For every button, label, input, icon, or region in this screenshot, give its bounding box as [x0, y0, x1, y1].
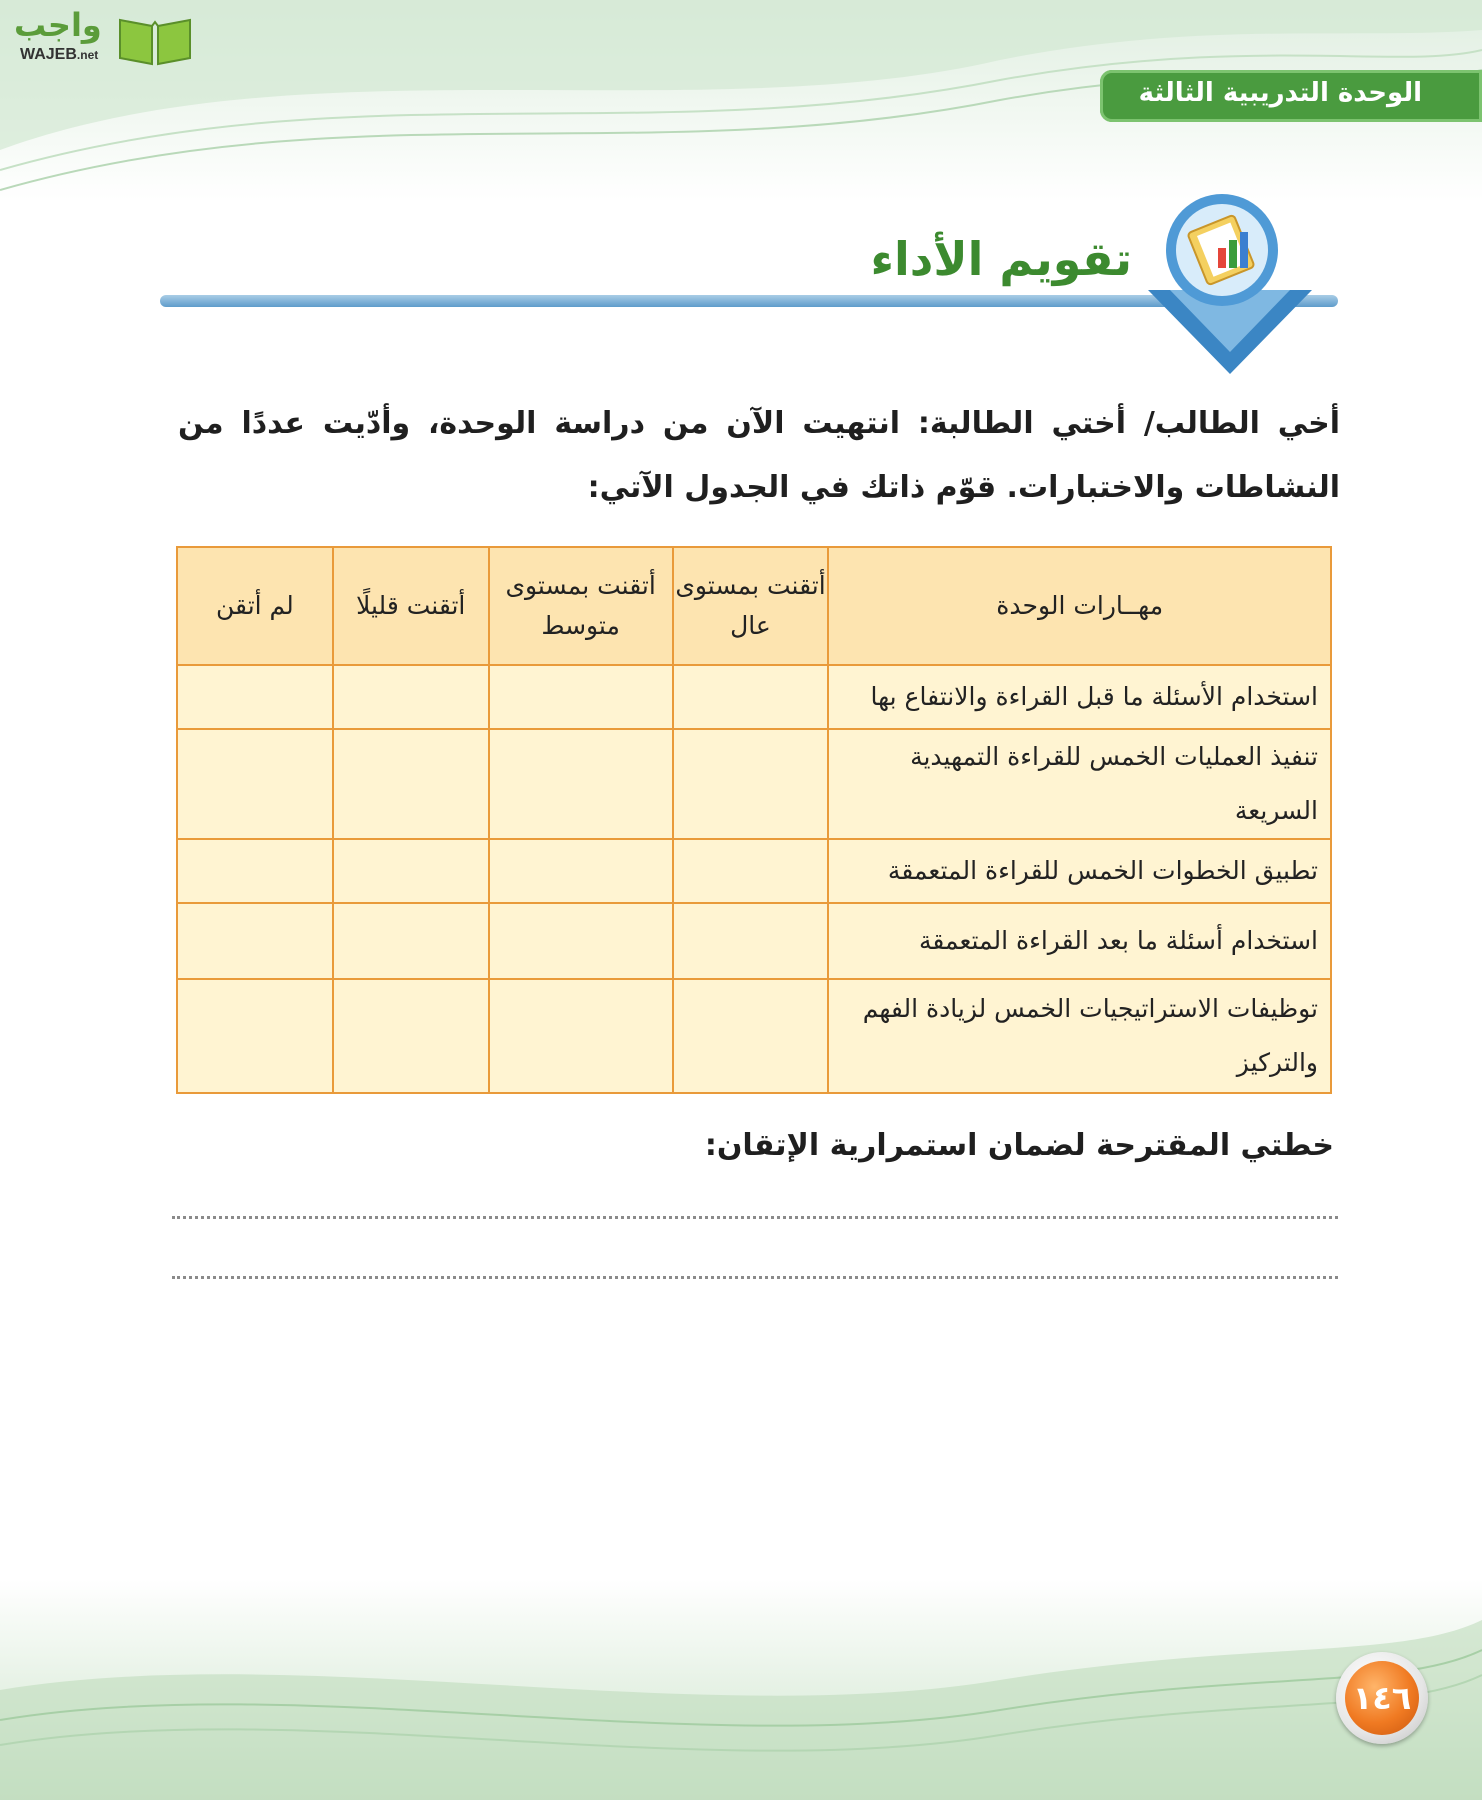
- answer-line-1[interactable]: [172, 1216, 1338, 1219]
- header-skills: مهــارات الوحدة: [828, 547, 1331, 665]
- logo-latin: WAJEB.net: [20, 46, 99, 63]
- rating-cell-none[interactable]: [177, 729, 333, 839]
- rating-cell-little[interactable]: [333, 903, 489, 979]
- rating-cell-medium[interactable]: [489, 839, 673, 903]
- skill-cell: تنفيذ العمليات الخمس للقراءة التمهيدية السريعة: [828, 729, 1331, 839]
- table-row: [177, 903, 1331, 979]
- unit-title: الوحدة التدريبية الثالثة: [1138, 78, 1422, 108]
- unit-banner: [1100, 70, 1482, 122]
- rating-cell-high[interactable]: [673, 979, 829, 1093]
- rating-cell-little[interactable]: [333, 665, 489, 729]
- skill-cell: استخدام أسئلة ما بعد القراءة المتعمقة: [828, 903, 1331, 979]
- rating-cell-none[interactable]: [177, 665, 333, 729]
- header-mastered-high: أتقنت بمستوى عال: [673, 547, 829, 665]
- rating-cell-little[interactable]: [333, 839, 489, 903]
- clipboard-chart-icon: [1140, 192, 1320, 378]
- skill-cell: استخدام الأسئلة ما قبل القراءة والانتفاع بها: [828, 665, 1331, 729]
- wajeb-logo: [10, 6, 190, 66]
- intro-paragraph: أخي الطالب/ أختي الطالبة: انتهيت الآن من دراسة الوحدة، وأدّيت عددًا من النشاطات والاختبارات. قوّم ذاتك في الجدول الآتي:: [178, 406, 1340, 505]
- rating-cell-high[interactable]: [673, 839, 829, 903]
- plan-title: خطتي المقترحة لضمان استمرارية الإتقان:: [704, 1128, 1334, 1163]
- header-mastered-little: أتقنت قليلًا: [333, 547, 489, 665]
- rating-cell-high[interactable]: [673, 903, 829, 979]
- table-header-row: [177, 547, 1331, 665]
- rating-cell-little[interactable]: [333, 729, 489, 839]
- rating-cell-medium[interactable]: [489, 665, 673, 729]
- header-mastered-medium: أتقنت بمستوى متوسط: [489, 547, 673, 665]
- footer-wave-decoration: [0, 1580, 1482, 1800]
- rating-cell-little[interactable]: [333, 979, 489, 1093]
- rating-cell-none[interactable]: [177, 903, 333, 979]
- rating-cell-none[interactable]: [177, 979, 333, 1093]
- rating-cell-medium[interactable]: [489, 729, 673, 839]
- section-title: تقويم الأداء: [870, 232, 1132, 286]
- rating-cell-high[interactable]: [673, 729, 829, 839]
- table-row: [177, 839, 1331, 903]
- page-number: ١٤٦: [1345, 1661, 1419, 1735]
- rating-cell-medium[interactable]: [489, 903, 673, 979]
- logo-word: واجب: [14, 6, 102, 44]
- self-assessment-table: [176, 546, 1332, 1094]
- book-icon: [116, 10, 194, 68]
- answer-line-2[interactable]: [172, 1276, 1338, 1279]
- skill-cell: تطبيق الخطوات الخمس للقراءة المتعمقة: [828, 839, 1331, 903]
- page-number-badge: [1336, 1652, 1428, 1744]
- table-row: [177, 729, 1331, 839]
- rating-cell-medium[interactable]: [489, 979, 673, 1093]
- table-row: [177, 979, 1331, 1093]
- skill-cell: توظيفات الاستراتيجيات الخمس لزيادة الفهم والتركيز: [828, 979, 1331, 1093]
- header-not-mastered: لم أتقن: [177, 547, 333, 665]
- rating-cell-high[interactable]: [673, 665, 829, 729]
- table-row: [177, 665, 1331, 729]
- rating-cell-none[interactable]: [177, 839, 333, 903]
